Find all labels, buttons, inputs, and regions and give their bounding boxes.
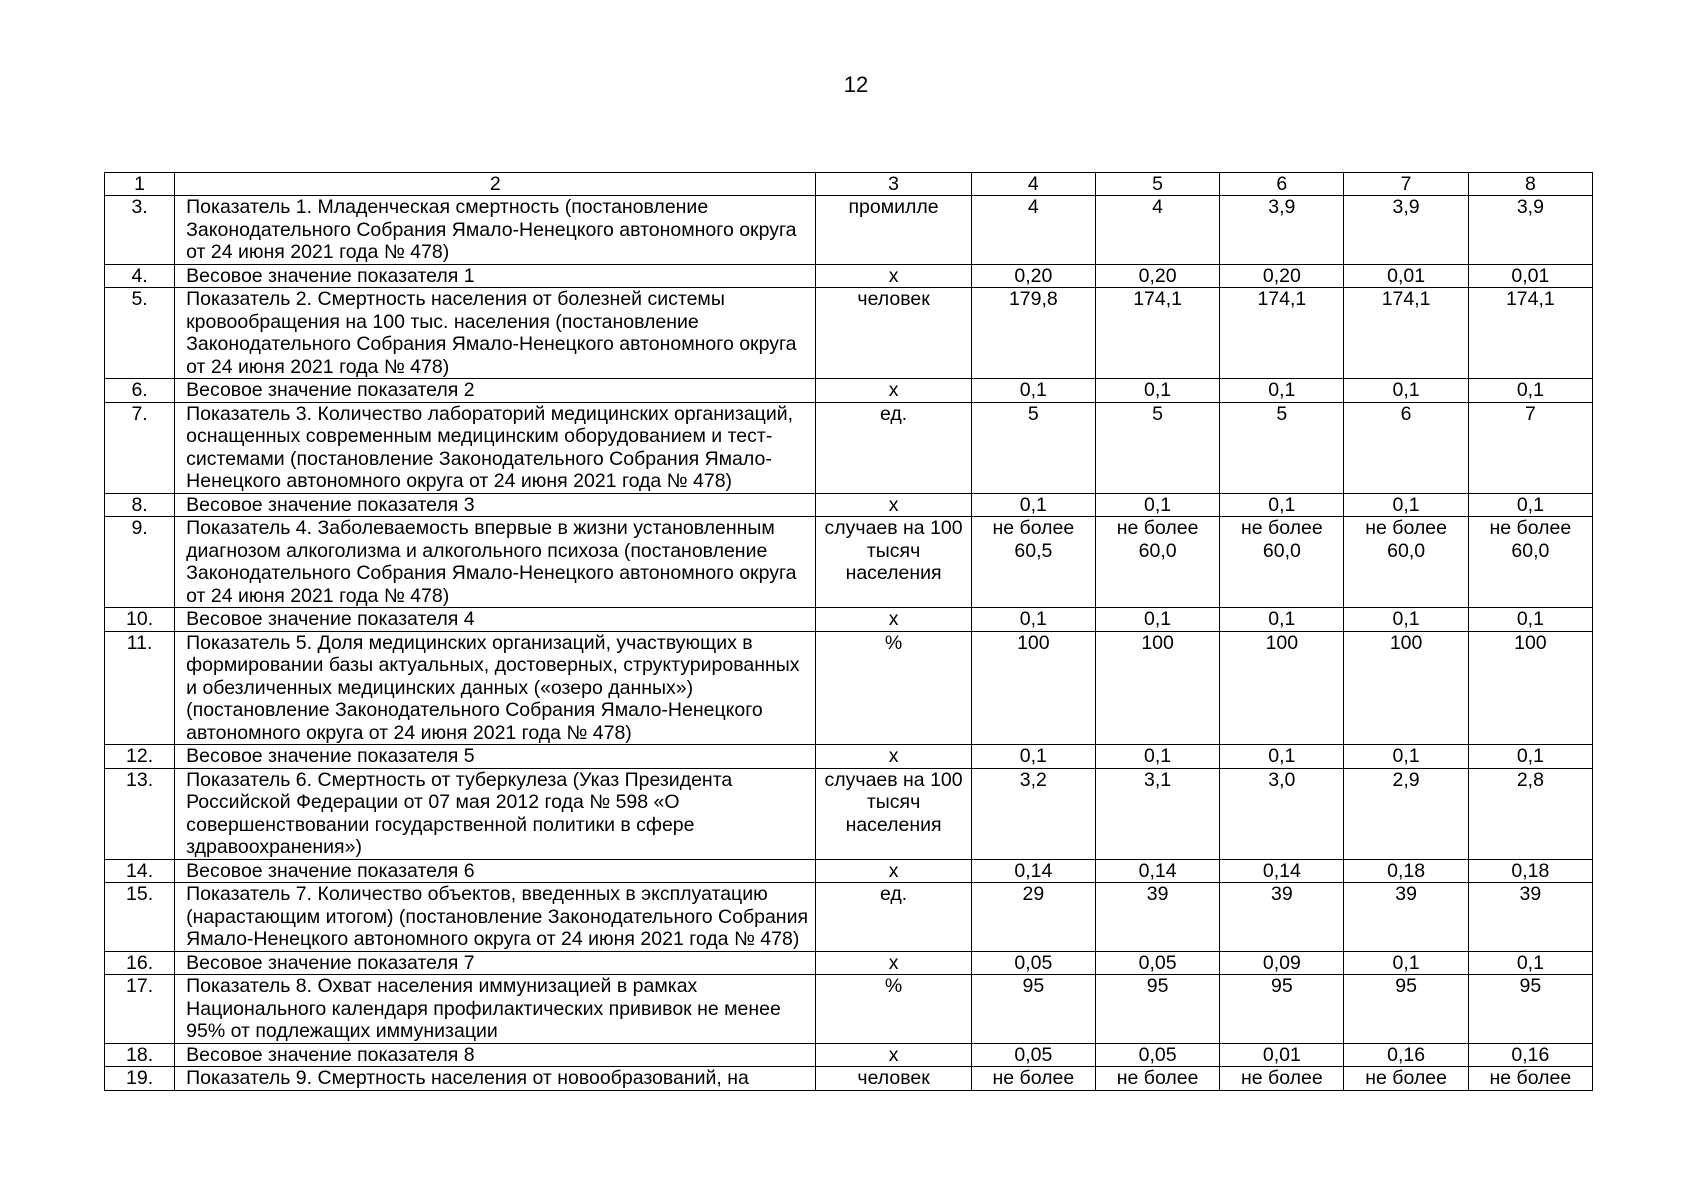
header-cell-3: 3 — [816, 173, 971, 196]
indicator-description: Весовое значение показателя 1 — [175, 264, 816, 288]
header-cell-6: 6 — [1220, 173, 1344, 196]
indicator-description: Весовое значение показателя 8 — [175, 1043, 816, 1067]
value-cell: 0,1 — [971, 379, 1095, 403]
value-cell: 0,1 — [1468, 379, 1592, 403]
value-cell: не более 60,0 — [1095, 517, 1219, 608]
unit-cell: х — [816, 745, 971, 769]
indicator-description: Показатель 6. Смертность от туберкулеза (Указ Президента Российской Федерации от 07 мая 2012 года № 598 «О совершенствовании государственной политики в сфере здравоохранения») — [175, 768, 816, 859]
indicator-description: Показатель 9. Смертность населения от новообразований, на — [175, 1067, 816, 1091]
indicator-description: Весовое значение показателя 6 — [175, 859, 816, 883]
row-number: 3. — [105, 196, 175, 265]
value-cell: 0,14 — [1095, 859, 1219, 883]
value-cell: 100 — [1344, 631, 1468, 745]
value-cell: 0,16 — [1468, 1043, 1592, 1067]
table-row — [105, 745, 1593, 769]
indicator-description: Весовое значение показателя 7 — [175, 951, 816, 975]
value-cell: 3,2 — [971, 768, 1095, 859]
value-cell: не более 60,5 — [971, 517, 1095, 608]
value-cell: 95 — [1095, 975, 1219, 1044]
value-cell: 0,1 — [971, 608, 1095, 632]
value-cell: 29 — [971, 883, 1095, 952]
value-cell: 0,20 — [971, 264, 1095, 288]
header-cell-7: 7 — [1344, 173, 1468, 196]
header-cell-5: 5 — [1095, 173, 1219, 196]
value-cell: 0,20 — [1220, 264, 1344, 288]
value-cell: 174,1 — [1468, 288, 1592, 379]
row-number: 11. — [105, 631, 175, 745]
value-cell: 39 — [1344, 883, 1468, 952]
unit-cell: х — [816, 951, 971, 975]
value-cell: 100 — [971, 631, 1095, 745]
header-cell-2: 2 — [175, 173, 816, 196]
row-number: 8. — [105, 493, 175, 517]
value-cell: 4 — [1095, 196, 1219, 265]
value-cell: 0,14 — [971, 859, 1095, 883]
table-row — [105, 768, 1593, 859]
table-row — [105, 288, 1593, 379]
value-cell: 0,05 — [1095, 1043, 1219, 1067]
unit-cell: % — [816, 631, 971, 745]
value-cell: 3,9 — [1220, 196, 1344, 265]
unit-cell: ед. — [816, 883, 971, 952]
value-cell: 174,1 — [1220, 288, 1344, 379]
value-cell: 0,1 — [1095, 493, 1219, 517]
indicators-table — [104, 172, 1593, 1091]
unit-cell: х — [816, 379, 971, 403]
row-number: 9. — [105, 517, 175, 608]
value-cell: 5 — [971, 402, 1095, 493]
unit-cell: х — [816, 608, 971, 632]
value-cell: 95 — [1344, 975, 1468, 1044]
value-cell: 39 — [1468, 883, 1592, 952]
value-cell: не более — [1344, 1067, 1468, 1091]
value-cell: 0,1 — [1095, 608, 1219, 632]
value-cell: 0,1 — [1344, 379, 1468, 403]
unit-cell: % — [816, 975, 971, 1044]
value-cell: 179,8 — [971, 288, 1095, 379]
value-cell: 0,09 — [1220, 951, 1344, 975]
value-cell: не более 60,0 — [1344, 517, 1468, 608]
indicator-description: Весовое значение показателя 2 — [175, 379, 816, 403]
value-cell: не более — [1468, 1067, 1592, 1091]
value-cell: 0,1 — [1095, 379, 1219, 403]
table-row — [105, 493, 1593, 517]
unit-cell: случаев на 100 тысяч населения — [816, 768, 971, 859]
value-cell: 5 — [1220, 402, 1344, 493]
indicator-description: Показатель 8. Охват населения иммунизацией в рамках Национального календаря профилактических прививок не менее 95% от подлежащих иммунизации — [175, 975, 816, 1044]
unit-cell: случаев на 100 тысяч населения — [816, 517, 971, 608]
value-cell: 0,05 — [1095, 951, 1219, 975]
row-number: 13. — [105, 768, 175, 859]
table-row — [105, 608, 1593, 632]
value-cell: не более — [1095, 1067, 1219, 1091]
header-cell-4: 4 — [971, 173, 1095, 196]
table-row — [105, 379, 1593, 403]
unit-cell: человек — [816, 1067, 971, 1091]
unit-cell: х — [816, 264, 971, 288]
table-row — [105, 975, 1593, 1044]
row-number: 19. — [105, 1067, 175, 1091]
table-row — [105, 264, 1593, 288]
value-cell: 100 — [1468, 631, 1592, 745]
row-number: 5. — [105, 288, 175, 379]
header-row — [105, 173, 1593, 196]
value-cell: 0,18 — [1468, 859, 1592, 883]
value-cell: 0,1 — [1220, 608, 1344, 632]
value-cell: 0,1 — [1344, 608, 1468, 632]
row-number: 4. — [105, 264, 175, 288]
value-cell: не более 60,0 — [1220, 517, 1344, 608]
value-cell: 0,1 — [1344, 745, 1468, 769]
value-cell: 3,1 — [1095, 768, 1219, 859]
value-cell: 2,9 — [1344, 768, 1468, 859]
value-cell: 7 — [1468, 402, 1592, 493]
value-cell: 39 — [1095, 883, 1219, 952]
table-row — [105, 402, 1593, 493]
value-cell: 0,1 — [1468, 745, 1592, 769]
row-number: 12. — [105, 745, 175, 769]
indicator-description: Показатель 7. Количество объектов, введенных в эксплуатацию (нарастающим итогом) (постановление Законодательного Собрания Ямало-Ненецкого автономного округа от 24 июня 2021 года № 478) — [175, 883, 816, 952]
page-number: 12 — [843, 72, 869, 97]
value-cell: 0,05 — [971, 951, 1095, 975]
indicator-description: Показатель 2. Смертность населения от болезней системы кровообращения на 100 тыс. населения (постановление Законодательного Собрания Ямало-Ненецкого автономного округа от 24 июня 2021 года № 478) — [175, 288, 816, 379]
value-cell: 0,1 — [1095, 745, 1219, 769]
value-cell: 5 — [1095, 402, 1219, 493]
header-cell-8: 8 — [1468, 173, 1592, 196]
value-cell: 39 — [1220, 883, 1344, 952]
value-cell: 0,1 — [971, 745, 1095, 769]
table-row — [105, 1043, 1593, 1067]
value-cell: 95 — [1220, 975, 1344, 1044]
table-row — [105, 1067, 1593, 1091]
indicator-description: Весовое значение показателя 5 — [175, 745, 816, 769]
row-number: 14. — [105, 859, 175, 883]
value-cell: не более — [971, 1067, 1095, 1091]
value-cell: 0,01 — [1344, 264, 1468, 288]
value-cell: 3,9 — [1468, 196, 1592, 265]
value-cell: 0,1 — [1468, 951, 1592, 975]
value-cell: 0,1 — [1468, 493, 1592, 517]
row-number: 6. — [105, 379, 175, 403]
value-cell: 174,1 — [1344, 288, 1468, 379]
value-cell: 0,1 — [1344, 951, 1468, 975]
value-cell: 0,18 — [1344, 859, 1468, 883]
value-cell: 0,01 — [1220, 1043, 1344, 1067]
header-cell-1: 1 — [105, 173, 175, 196]
value-cell: 95 — [971, 975, 1095, 1044]
value-cell: 0,01 — [1468, 264, 1592, 288]
value-cell: 0,1 — [1344, 493, 1468, 517]
unit-cell: х — [816, 1043, 971, 1067]
indicator-description: Показатель 1. Младенческая смертность (постановление Законодательного Собрания Ямало-Ненецкого автономного округа от 24 июня 2021 года № 478) — [175, 196, 816, 265]
value-cell: 0,20 — [1095, 264, 1219, 288]
row-number: 15. — [105, 883, 175, 952]
indicator-description: Весовое значение показателя 3 — [175, 493, 816, 517]
value-cell: 0,05 — [971, 1043, 1095, 1067]
unit-cell: ед. — [816, 402, 971, 493]
value-cell: 3,0 — [1220, 768, 1344, 859]
table-row — [105, 517, 1593, 608]
row-number: 7. — [105, 402, 175, 493]
table-row — [105, 859, 1593, 883]
indicator-description: Показатель 5. Доля медицинских организаций, участвующих в формировании базы актуальных, достоверных, структурированных и обезличенных медицинских данных («озеро данных») (постановление Законодательного Собрания Ямало-Ненецкого автономного округа от 24 июня 2021 года № 478) — [175, 631, 816, 745]
value-cell: 0,1 — [1468, 608, 1592, 632]
table-row — [105, 883, 1593, 952]
value-cell: 0,1 — [1220, 493, 1344, 517]
indicator-description: Весовое значение показателя 4 — [175, 608, 816, 632]
indicator-description: Показатель 4. Заболеваемость впервые в жизни установленным диагнозом алкоголизма и алкогольного психоза (постановление Законодательного Собрания Ямало-Ненецкого автономного округа от 24 июня 2021 года № 478) — [175, 517, 816, 608]
value-cell: 100 — [1220, 631, 1344, 745]
value-cell: 100 — [1095, 631, 1219, 745]
value-cell: 0,1 — [1220, 379, 1344, 403]
row-number: 17. — [105, 975, 175, 1044]
row-number: 10. — [105, 608, 175, 632]
value-cell: 2,8 — [1468, 768, 1592, 859]
unit-cell: х — [816, 493, 971, 517]
value-cell: 6 — [1344, 402, 1468, 493]
value-cell: 4 — [971, 196, 1095, 265]
unit-cell: промилле — [816, 196, 971, 265]
value-cell: 3,9 — [1344, 196, 1468, 265]
unit-cell: человек — [816, 288, 971, 379]
row-number: 16. — [105, 951, 175, 975]
table-body — [105, 173, 1593, 1091]
value-cell: 0,1 — [971, 493, 1095, 517]
value-cell: 0,14 — [1220, 859, 1344, 883]
unit-cell: х — [816, 859, 971, 883]
value-cell: 0,1 — [1220, 745, 1344, 769]
row-number: 18. — [105, 1043, 175, 1067]
table-row — [105, 631, 1593, 745]
value-cell: 95 — [1468, 975, 1592, 1044]
value-cell: не более — [1220, 1067, 1344, 1091]
table-row — [105, 196, 1593, 265]
value-cell: не более 60,0 — [1468, 517, 1592, 608]
indicator-description: Показатель 3. Количество лабораторий медицинских организаций, оснащенных современным медицинским оборудованием и тест-системами (постановление Законодательного Собрания Ямало-Ненецкого автономного округа от 24 июня 2021 года № 478) — [175, 402, 816, 493]
value-cell: 0,16 — [1344, 1043, 1468, 1067]
value-cell: 174,1 — [1095, 288, 1219, 379]
table-row — [105, 951, 1593, 975]
